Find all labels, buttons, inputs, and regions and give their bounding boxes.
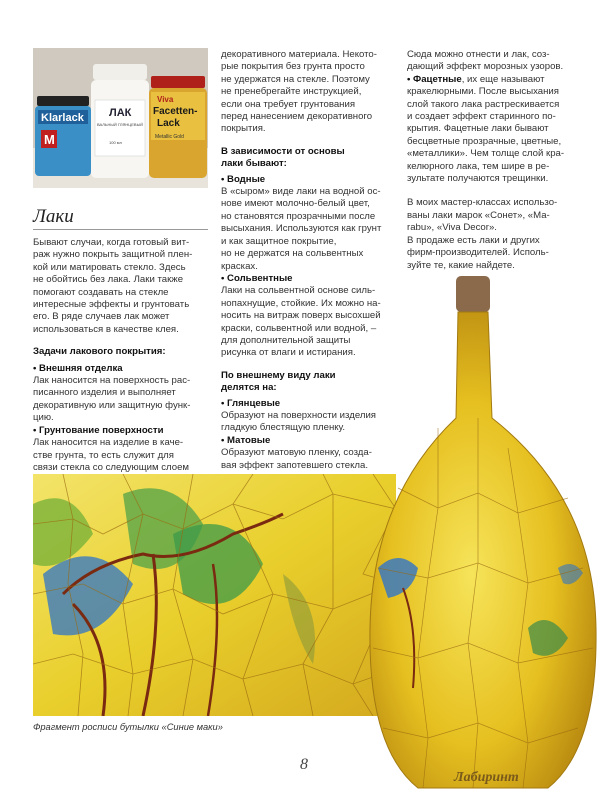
crackle-bottle-photo xyxy=(358,268,602,800)
section-title: Лаки xyxy=(33,206,74,227)
col2-continuation: декоративного материала. Некото- рые покрытия без грунта просто не удержатся на стекле. Поэтому не пренебрегайте инструкцией, если она требует грунтования перед нанесением декоративного покрытия. xyxy=(221,49,377,135)
labirint-logo: Лабиринт xyxy=(454,770,519,785)
jar3-sub: Metallic Gold xyxy=(155,134,184,140)
jar1-mark: M xyxy=(44,132,55,147)
item-priming-title: • Грунтование поверхности xyxy=(33,424,164,436)
facet-text: кракелюрными. После высыхания слой такого лака растрескивается и создает эффект старинного по- крытия. Фацетные лаки бывают бесцветные прозрачные, цветные, «металлики». Чем толще слой кра- келюрного лака, тем шире в ре- зультате получаются трещинки. xyxy=(407,86,565,185)
brands-text: В моих мастер-классах использо- ваны лаки марок «Сонет», «Ма- rabu», «Viva Decor». В продаже есть лаки и других фирм-производителей. Исполь- зуйте те, какие найдете. xyxy=(407,197,558,271)
item-priming-text: Лак наносится на изделие в каче- стве грунта, то есть служит для связи стекла со следующим слоем xyxy=(33,437,190,473)
jar2-volume: 100 мл xyxy=(109,140,122,145)
facet-title: • Фацетные xyxy=(407,73,462,85)
crackle-fragment-photo xyxy=(33,474,396,716)
jar1-brand: Klarlack xyxy=(41,112,84,124)
facet-title-line xyxy=(407,74,577,86)
varnish-jars-photo xyxy=(33,48,208,188)
column-3 xyxy=(407,49,577,272)
tasks-heading: Задачи лакового покрытия: xyxy=(33,346,166,358)
col3-intro: Сюда можно отнести и лак, соз- дающий эффект морозных узоров. xyxy=(407,49,564,73)
title-divider xyxy=(33,229,208,230)
page-number: 8 xyxy=(300,756,308,773)
view-heading: По внешнему виду лаки делятся на: xyxy=(221,369,336,394)
matte-text: Образуют матовую пленку, созда- вая эффект запотевшего стекла. xyxy=(221,447,372,471)
jar2-line1: ЛАК xyxy=(109,107,132,119)
jar3-line1: Facetten- xyxy=(153,106,198,117)
basis-heading: В зависимости от основы лаки бывают: xyxy=(221,145,345,170)
item-finish-title: • Внешняя отделка xyxy=(33,362,123,374)
facet-title-rest: , их еще называют xyxy=(461,73,545,85)
gloss-text: Образуют на поверхности изделия гладкую блестящую пленку. xyxy=(221,409,376,434)
solvent-text: Лаки на сольвентной основе силь- нопахнущие, стойкие. Их можно на- носить на витраж поверх высохшей краски, сольвентной или водной, – для дополнительной защиты рисунка от влаги и истирания. xyxy=(221,285,381,359)
column-1 xyxy=(33,237,211,474)
jar3-line2: Lack xyxy=(157,118,180,129)
gloss-title: • Глянцевые xyxy=(221,397,281,409)
solvent-title: • Сольвентные xyxy=(221,272,293,284)
item-finish-text: Лак наносится на поверхность рас- писанного изделия и выполняет декоративную или защитную функ- цию. xyxy=(33,375,191,424)
col1-intro: Бывают случаи, когда готовый вит- раж нужно покрыть защитной плен- кой или матировать стекло. Здесь не обойтись без лака. Лаки также помогают создавать на стекле интересные эффекты и грунтовать его. В ряде случаев лак может использоваться в качестве клея. xyxy=(33,237,193,335)
jar2-line2: ВАЛЬНЫЙ ГЛЯНЦЕВЫЙ xyxy=(97,122,144,127)
water-text: В «сыром» виде лаки на водной ос- нове имеют молочно-белый цвет, но становятся прозрачными после высыхания. Используются как грунт и как защитное покрытие, но не держатся на сольвентных красках. xyxy=(221,186,382,272)
photo-caption: Фрагмент росписи бутылки «Синие маки» xyxy=(33,722,223,732)
matte-title: • Матовые xyxy=(221,434,271,446)
jar3-brand: Viva xyxy=(157,95,174,104)
water-title: • Водные xyxy=(221,173,266,185)
